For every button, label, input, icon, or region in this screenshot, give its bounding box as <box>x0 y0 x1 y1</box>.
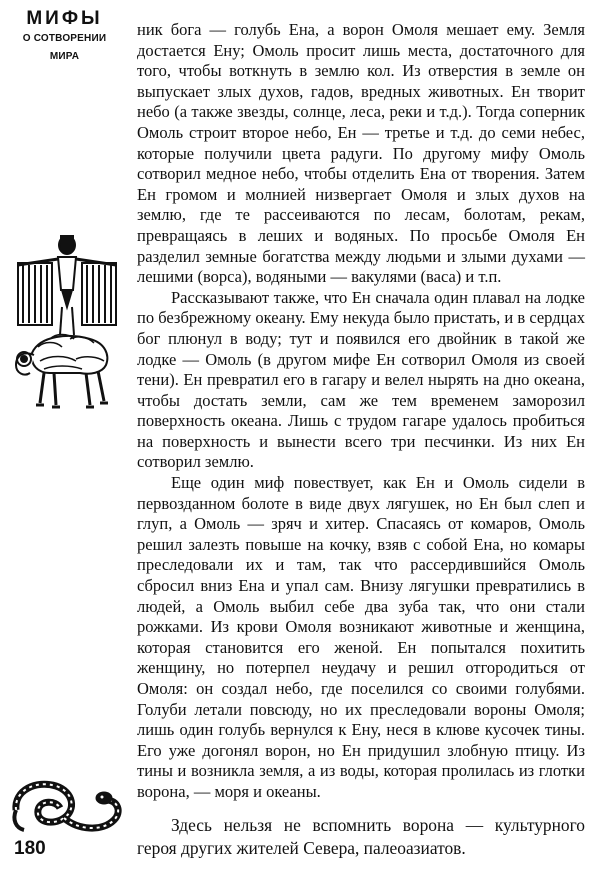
series-title: МИФЫ <box>26 8 103 29</box>
paragraph: Рассказывают также, что Ен сначала один плавал на лодке по безбрежному океану. Ему некуда было пристать, и в сердцах бог плюнул в воду; тут и появился его двойник в такой же лодке — Омоль (в другом мифе Ен сотворил Омоля из своей тени). Ен превратил его в гагару и велел нырять на дно океана, чтобы достать земли, сам же тем временем заморозил поверхность океана. Лишь с трудом гагаре удалось пробиться на поверхность и вынести всего три песчинки. Из них Ен сотворил землю. <box>137 287 585 472</box>
paragraph: Еще один миф повествует, как Ен и Омоль сидели в первозданном болоте в виде двух лягушек, но Ен был слеп и глуп, а Омоль — зряч и хитер. Спасаясь от комаров, Омоль решил залезть повыше на кочку, взяв с собой Ена, но комары преследовали их и там, так что рассердившийся Омоль сбросил вниз Ена и упал сам. Внизу лягушки превратились в людей, а Омоль выбил себе два зуба так, что они стали рожками. Из крови Омоля возникают животные и женщина, которая становится его женой. Ен попытался похитить женщину, но потерпел неудачу и решил отгородиться от Омоля: он создал небо, где поселился со своими голубями. Голуби летали повсюду, но их преследовали вороны Омоля; лишь один голубь вернулся к Ену, неся в клюве кусочек тины. Его уже догонял ворон, но Ен придушил злобную птицу. Из тины и возникла земля, а из воды, которая пролилась из глотки ворона, — моря и океаны. <box>137 473 585 801</box>
series-subtitle-line1: О СОТВОРЕНИИ <box>22 33 107 44</box>
main-text-column <box>137 20 585 803</box>
paragraph-continued: ник бога — голубь Ена, а ворон Омоля мешает ему. Земля достается Ену; Омоль просит лишь места, достаточного для того, чтобы воткнуть в землю кол. Из отверстия в земле он выпускает злых духов, гадов, вредных животных. Ен творит небо (а также звезды, солнце, леса, реки и т.д.). Тогда соперник Омоль строит второе небо, Ен — третье и т.д. до семи небес, которые получили цвета радуги. По другому мифу Омоль сотворил медное небо, чтобы отделить Ена от творения. Затем Ен громом и молнией низвергает Омоля и злых духов на землю, где те рассеиваются по лесам, болотам, рекам, превращаясь в леших и водяных. По просьбе Омоля Ен разделил земные богатства между людьми и злыми духами — лешими (ворса), водяными — вакулями (васа) и т.п. <box>137 20 585 287</box>
running-header <box>12 8 117 66</box>
series-subtitle-line2: МИРА <box>49 51 80 62</box>
serpent-ornament-illustration <box>6 770 126 840</box>
paragraph: Здесь нельзя не вспомнить ворона — культурного героя других жителей Севера, палеоазиатов. <box>137 815 585 858</box>
page-number: 180 <box>14 838 46 859</box>
next-section-text <box>137 814 585 859</box>
idol-on-ram-illustration <box>10 235 125 425</box>
